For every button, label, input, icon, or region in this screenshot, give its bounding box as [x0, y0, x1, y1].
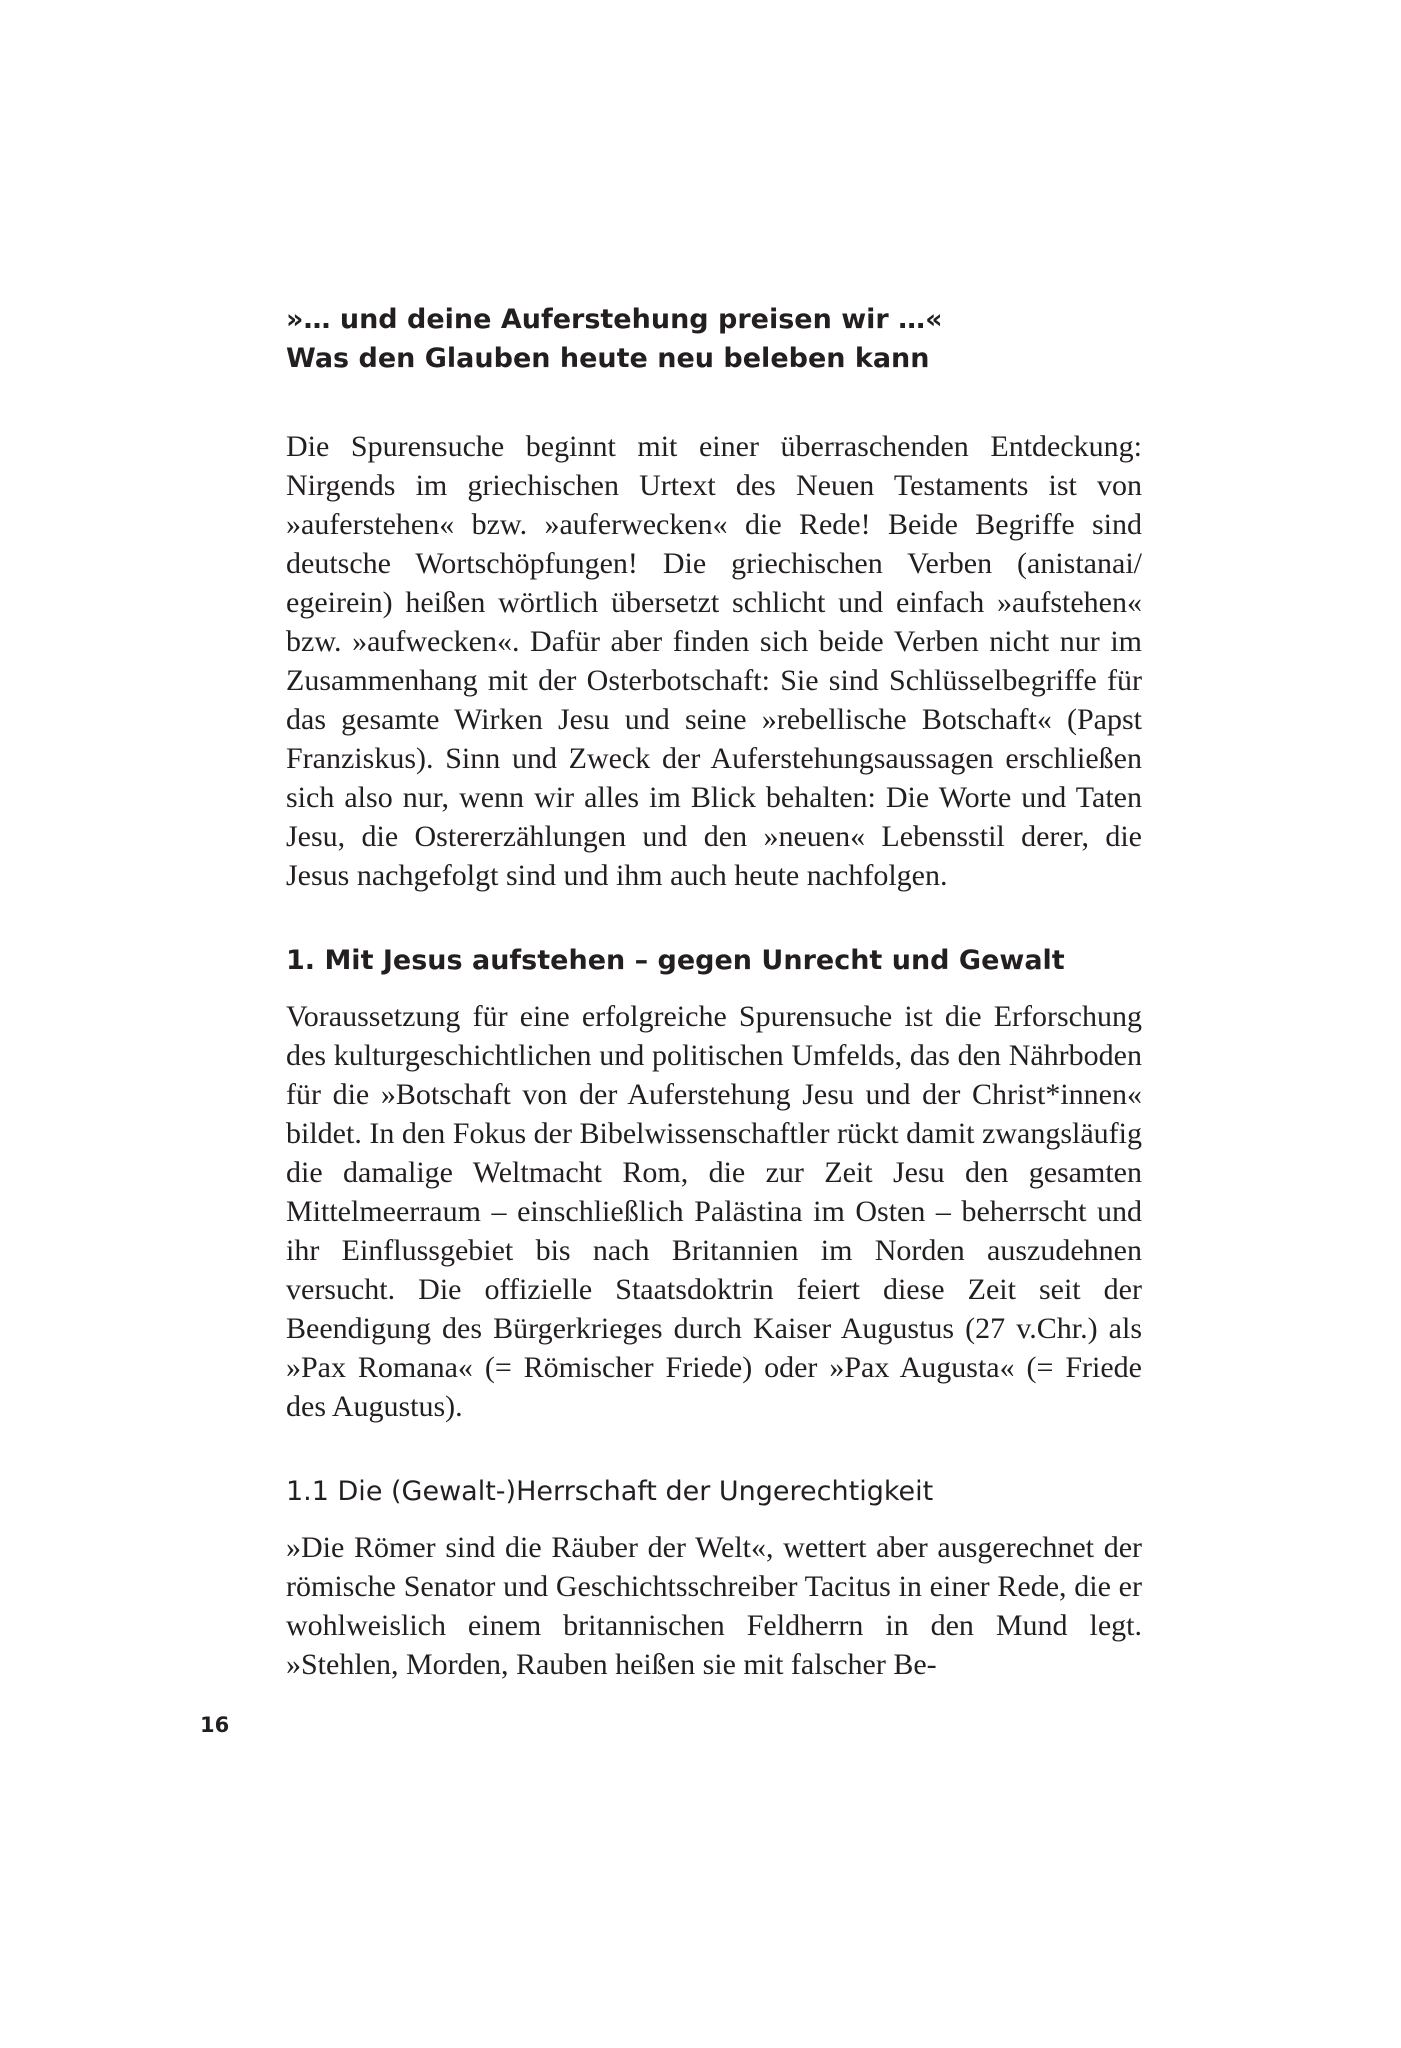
chapter-title-line-2: Was den Glauben heute neu beleben kann — [286, 343, 930, 374]
page-content — [286, 300, 1142, 1684]
intro-paragraph: Die Spurensuche beginnt mit einer überraschenden Entdeckung: Nirgends im griechischen Urtext des Neuen Testaments ist von »auferstehen« bzw. »auferwecken« die Rede! Beide Begriffe sind deutsche Wortschöpfungen! Die griechischen Verben (anistanai/ egeirein) heißen wörtlich übersetzt schlicht und einfach »aufstehen« bzw. »aufwecken«. Dafür aber finden sich beide Verben nicht nur im Zusammenhang mit der Osterbotschaft: Sie sind Schlüsselbegriffe für das gesamte Wirken Jesu und seine »rebellische Botschaft« (Papst Franziskus). Sinn und Zweck der Auferstehungsaussagen erschließen sich also nur, wenn wir alles im Blick behalten: Die Worte und Taten Jesu, die Ostererzählungen und den »neuen« Lebensstil derer, die Jesus nachgefolgt sind und ihm auch heute nachfolgen. — [286, 430, 1142, 892]
chapter-title — [286, 300, 1142, 378]
chapter-title-line-1: »… und deine Auferstehung preisen wir …« — [286, 304, 943, 335]
section-1-paragraph: Voraussetzung für eine erfolgreiche Spurensuche ist die Erforschung des kulturgeschichtlichen und politischen Umfelds, das den Nährboden für die »Botschaft von der Auferstehung Jesu und der Christ*innen« bildet. In den Fokus der Bibelwissenschaftler rückt damit zwangsläufig die damalige Weltmacht Rom, die zur Zeit Jesu den gesamten Mittelmeerraum – einschließlich Palästina im Osten – beherrscht und ihr Einflussgebiet bis nach Britannien im Norden auszudehnen versucht. Die offizielle Staatsdoktrin feiert diese Zeit seit der Beendigung des Bürgerkrieges durch Kaiser Augustus (27 v.Chr.) als »Pax Romana« (= Römischer Friede) oder »Pax Augusta« (= Friede des Augustus). — [286, 1000, 1142, 1423]
section-1-heading: 1. Mit Jesus aufstehen – gegen Unrecht und Gewalt — [286, 945, 1065, 976]
section-1-1-paragraph: »Die Römer sind die Räuber der Welt«, wettert aber ausgerechnet der römische Senator und Geschichtsschreiber Tacitus in einer Rede, die er wohlweislich einem britannischen Feldherrn in den Mund legt. »Stehlen, Morden, Rauben heißen sie mit falscher Be- — [286, 1531, 1142, 1681]
section-1-1-heading: 1.1 Die (Gewalt-)Herrschaft der Ungerechtigkeit — [286, 1476, 934, 1507]
page-number: 16 — [200, 1713, 230, 1737]
